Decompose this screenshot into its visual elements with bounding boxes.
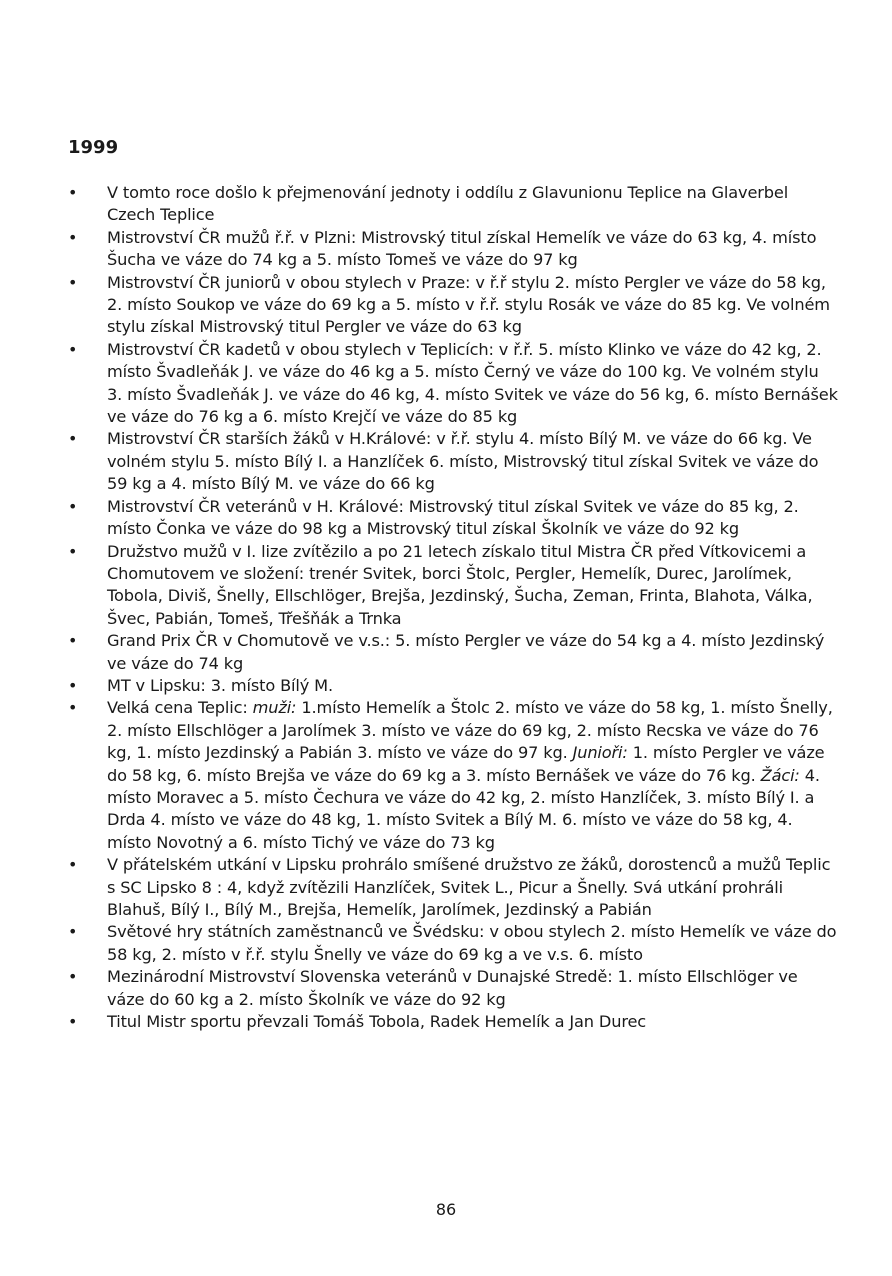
event-item <box>68 675 838 697</box>
bullet-icon: • <box>68 922 78 942</box>
event-text <box>107 273 830 337</box>
event-text-segment: Mistrovství ČR kadetů v obou stylech v Teplicích: v ř.ř. 5. místo Klinko ve váze do 42 kg, 2. místo Švadleňák J. ve váze do 46 kg a 5. místo Černý ve váze do 100 kg. Ve volném stylu 3. místo Švadleňák J. ve váze do 46 kg, 4. místo Svitek ve váze do 56 kg, 6. místo Bernášek ve váze do 76 kg a 6. místo Krejčí ve váze do 85 kg <box>107 339 838 427</box>
page-number: 86 <box>435 1200 457 1219</box>
bullet-icon: • <box>68 698 78 718</box>
event-text-segment: V přátelském utkání v Lipsku prohrálo smíšené družstvo ze žáků, dorostenců a mužů Teplic s SC Lipsko 8 : 4, když zvítězili Hanzlíček, Svitek L., Picur a Šnelly. Svá utkání prohráli Blahuš, Bílý I., Bílý M., Brejša, Hemelík, Jarolímek, Jezdinský a Pabián <box>107 855 831 919</box>
year-heading: 1999 <box>68 137 119 158</box>
event-item <box>68 339 838 429</box>
event-text-segment: Mezinárodní Mistrovství Slovenska veteránů v Dunajské Stredě: 1. místo Ellschlöger ve váze do 60 kg a 2. místo Školník ve váze do 92 kg <box>107 967 798 1009</box>
event-text-segment: Světové hry státních zaměstnanců ve Švédsku: v obou stylech 2. místo Hemelík ve váze do 58 kg, 2. místo v ř.ř. stylu Šnelly ve váze do 69 kg a ve v.s. 6. místo <box>107 922 837 964</box>
event-item <box>68 496 838 541</box>
event-text-segment: Grand Prix ČR v Chomutově ve v.s.: 5. místo Pergler ve váze do 54 kg a 4. místo Jezdinský ve váze do 74 kg <box>107 631 825 673</box>
event-text-segment: Družstvo mužů v I. lize zvítězilo a po 21 letech získalo titul Mistra ČR před Vítkovicemi a Chomutovem ve složení: trenér Svitek, borci Štolc, Pergler, Hemelík, Durec, Jarolímek, Tobola, Diviš, Šnelly, Ellschlöger, Brejša, Jezdinský, Šucha, Zeman, Frinta, Blahota, Válka, Švec, Pabián, Tomeš, Třešňák a Trnka <box>107 541 813 628</box>
bullet-icon: • <box>68 183 78 202</box>
event-item <box>68 428 838 495</box>
events-list <box>68 182 838 1033</box>
bullet-icon: • <box>68 496 78 516</box>
bullet-icon: • <box>68 429 78 449</box>
event-item <box>68 697 838 854</box>
bullet-icon: • <box>68 227 78 247</box>
event-text-segment: Mistrovství ČR juniorů v obou stylech v Praze: v ř.ř stylu 2. místo Pergler ve váze do 58 kg, 2. místo Soukop ve váze do 69 kg a 5. místo v ř.ř. stylu Rosák ve váze do 85 kg. Ve volném stylu získal Mistrovský titul Pergler ve váze do 63 kg <box>107 272 830 337</box>
event-text <box>107 967 798 1008</box>
event-item <box>68 966 838 1011</box>
event-text-segment: Mistrovství ČR veteránů v H. Králové: Mistrovský titul získal Svitek ve váze do 85 kg, 2. místo Čonka ve váze do 98 kg a Mistrovský titul získal Školník ve váze do 92 kg <box>107 496 799 539</box>
event-item <box>68 541 838 631</box>
event-text-segment: Titul Mistr sportu převzali Tomáš Tobola, Radek Hemelík a Jan Durec <box>107 1012 647 1032</box>
category-label: Žáci: <box>760 765 800 785</box>
bullet-icon: • <box>68 967 78 987</box>
event-text <box>107 676 333 695</box>
event-text <box>107 1012 646 1031</box>
event-text-segment: MT v Lipsku: 3. místo Bílý M. <box>107 675 333 695</box>
event-text-segment: V tomto roce došlo k přejmenování jednoty i oddílu z Glavunionu Teplice na Glaverbel Czech Teplice <box>107 183 789 225</box>
event-item <box>68 854 838 921</box>
bullet-icon: • <box>68 272 78 292</box>
bullet-icon: • <box>68 541 78 561</box>
event-text-segment: 1.místo Hemelík a Štolc 2. místo ve váze do 58 kg, 1. místo Šnelly, 2. místo Ellschlöger a Jarolímek 3. místo ve váze do 69 kg, 2. místo Recska ve váze do 76 kg, 1. místo Jezdinský a Pabián 3. místo ve váze do 97 kg. <box>107 698 833 763</box>
event-text-segment: 1. místo Pergler ve váze do 58 kg, 6. místo Brejša ve váze do 69 kg a 3. místo Bernášek ve váze do 76 kg. <box>107 743 825 785</box>
category-label: muži: <box>252 698 297 718</box>
event-text <box>107 429 818 493</box>
event-text <box>107 631 824 672</box>
bullet-icon: • <box>68 339 78 359</box>
event-text <box>107 542 812 628</box>
event-item <box>68 182 838 227</box>
event-text <box>107 340 838 426</box>
bullet-icon: • <box>68 855 78 875</box>
event-text-segment: Mistrovství ČR starších žáků v H.Králové: v ř.ř. stylu 4. místo Bílý M. ve váze do 66 kg. Ve volném stylu 5. místo Bílý I. a Hanzlíček 6. místo, Mistrovský titul získal Svitek ve váze do 59 kg a 4. místo Bílý M. ve váze do 66 kg <box>107 429 819 494</box>
bullet-icon: • <box>68 631 78 651</box>
event-text <box>107 497 799 538</box>
event-item <box>68 227 838 272</box>
event-item <box>68 272 838 339</box>
event-text <box>107 855 830 919</box>
category-label: Junioři: <box>572 743 628 763</box>
bullet-icon: • <box>68 1012 78 1032</box>
event-text <box>107 922 836 963</box>
event-item <box>68 1011 838 1033</box>
event-text <box>107 228 816 269</box>
event-item <box>68 630 838 675</box>
event-text-segment: Mistrovství ČR mužů ř.ř. v Plzni: Mistrovský titul získal Hemelík ve váze do 63 kg, 4. místo Šucha ve váze do 74 kg a 5. místo Tomeš ve váze do 97 kg <box>107 227 817 270</box>
event-text-segment: 4. místo Moravec a 5. místo Čechura ve váze do 42 kg, 2. místo Hanzlíček, 3. místo Bílý I. a Drda 4. místo ve váze do 48 kg, 1. místo Svitek a Bílý M. 6. místo ve váze do 58 kg, 4. místo Novotný a 6. místo Tichý ve váze do 73 kg <box>107 765 820 852</box>
event-text <box>107 698 833 851</box>
event-text-segment: Velká cena Teplic: <box>107 698 253 718</box>
bullet-icon: • <box>68 675 78 695</box>
event-item <box>68 921 838 966</box>
event-text <box>107 183 788 224</box>
